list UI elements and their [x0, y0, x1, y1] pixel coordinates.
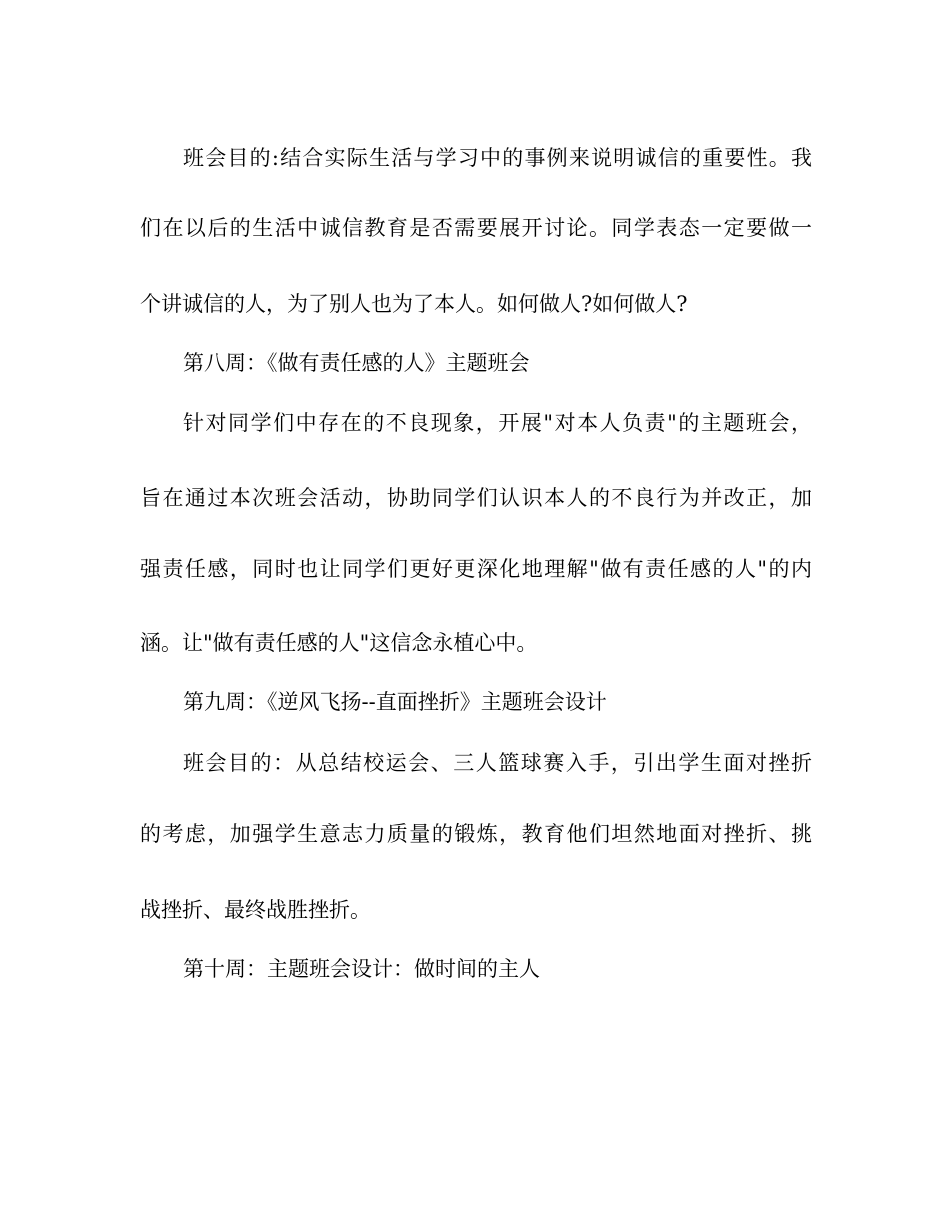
heading-week-9: 第九周：《逆风飞扬--直面挫折》主题班会设计	[183, 690, 607, 714]
paragraph-week-9-line-3: 战挫折、最终战胜挫折。	[140, 898, 371, 922]
heading-week-8: 第八周：《做有责任感的人》主题班会	[183, 351, 530, 375]
heading-week-10: 第十周：主题班会设计：做时间的主人	[183, 957, 540, 981]
paragraph-week-8-line-2: 旨在通过本次班会活动，协助同学们认识本人的不良行为并改正，加	[140, 486, 812, 510]
paragraph-week-9-line-1: 班会目的：从总结校运会、三人篮球赛入手，引出学生面对挫折	[183, 751, 812, 775]
paragraph-week-8-line-4: 涵。让"做有责任感的人"这信念永植心中。	[140, 631, 538, 655]
paragraph-week-8-line-3: 强责任感，同时也让同学们更好更深化地理解"做有责任感的人"的内	[140, 557, 812, 581]
paragraph-week-8-line-1: 针对同学们中存在的不良现象，开展"对本人负责"的主题班会，	[183, 411, 812, 435]
paragraph-purpose-line-1: 班会目的:结合实际生活与学习中的事例来说明诚信的重要性。我	[183, 146, 812, 170]
paragraph-purpose-line-2: 们在以后的生活中诚信教育是否需要展开讨论。同学表态一定要做一	[140, 216, 812, 240]
paragraph-purpose-line-3: 个讲诚信的人，为了别人也为了本人。如何做人?如何做人?	[140, 292, 688, 316]
paragraph-week-9-line-2: 的考虑，加强学生意志力质量的锻炼，教育他们坦然地面对挫折、挑	[140, 822, 812, 846]
